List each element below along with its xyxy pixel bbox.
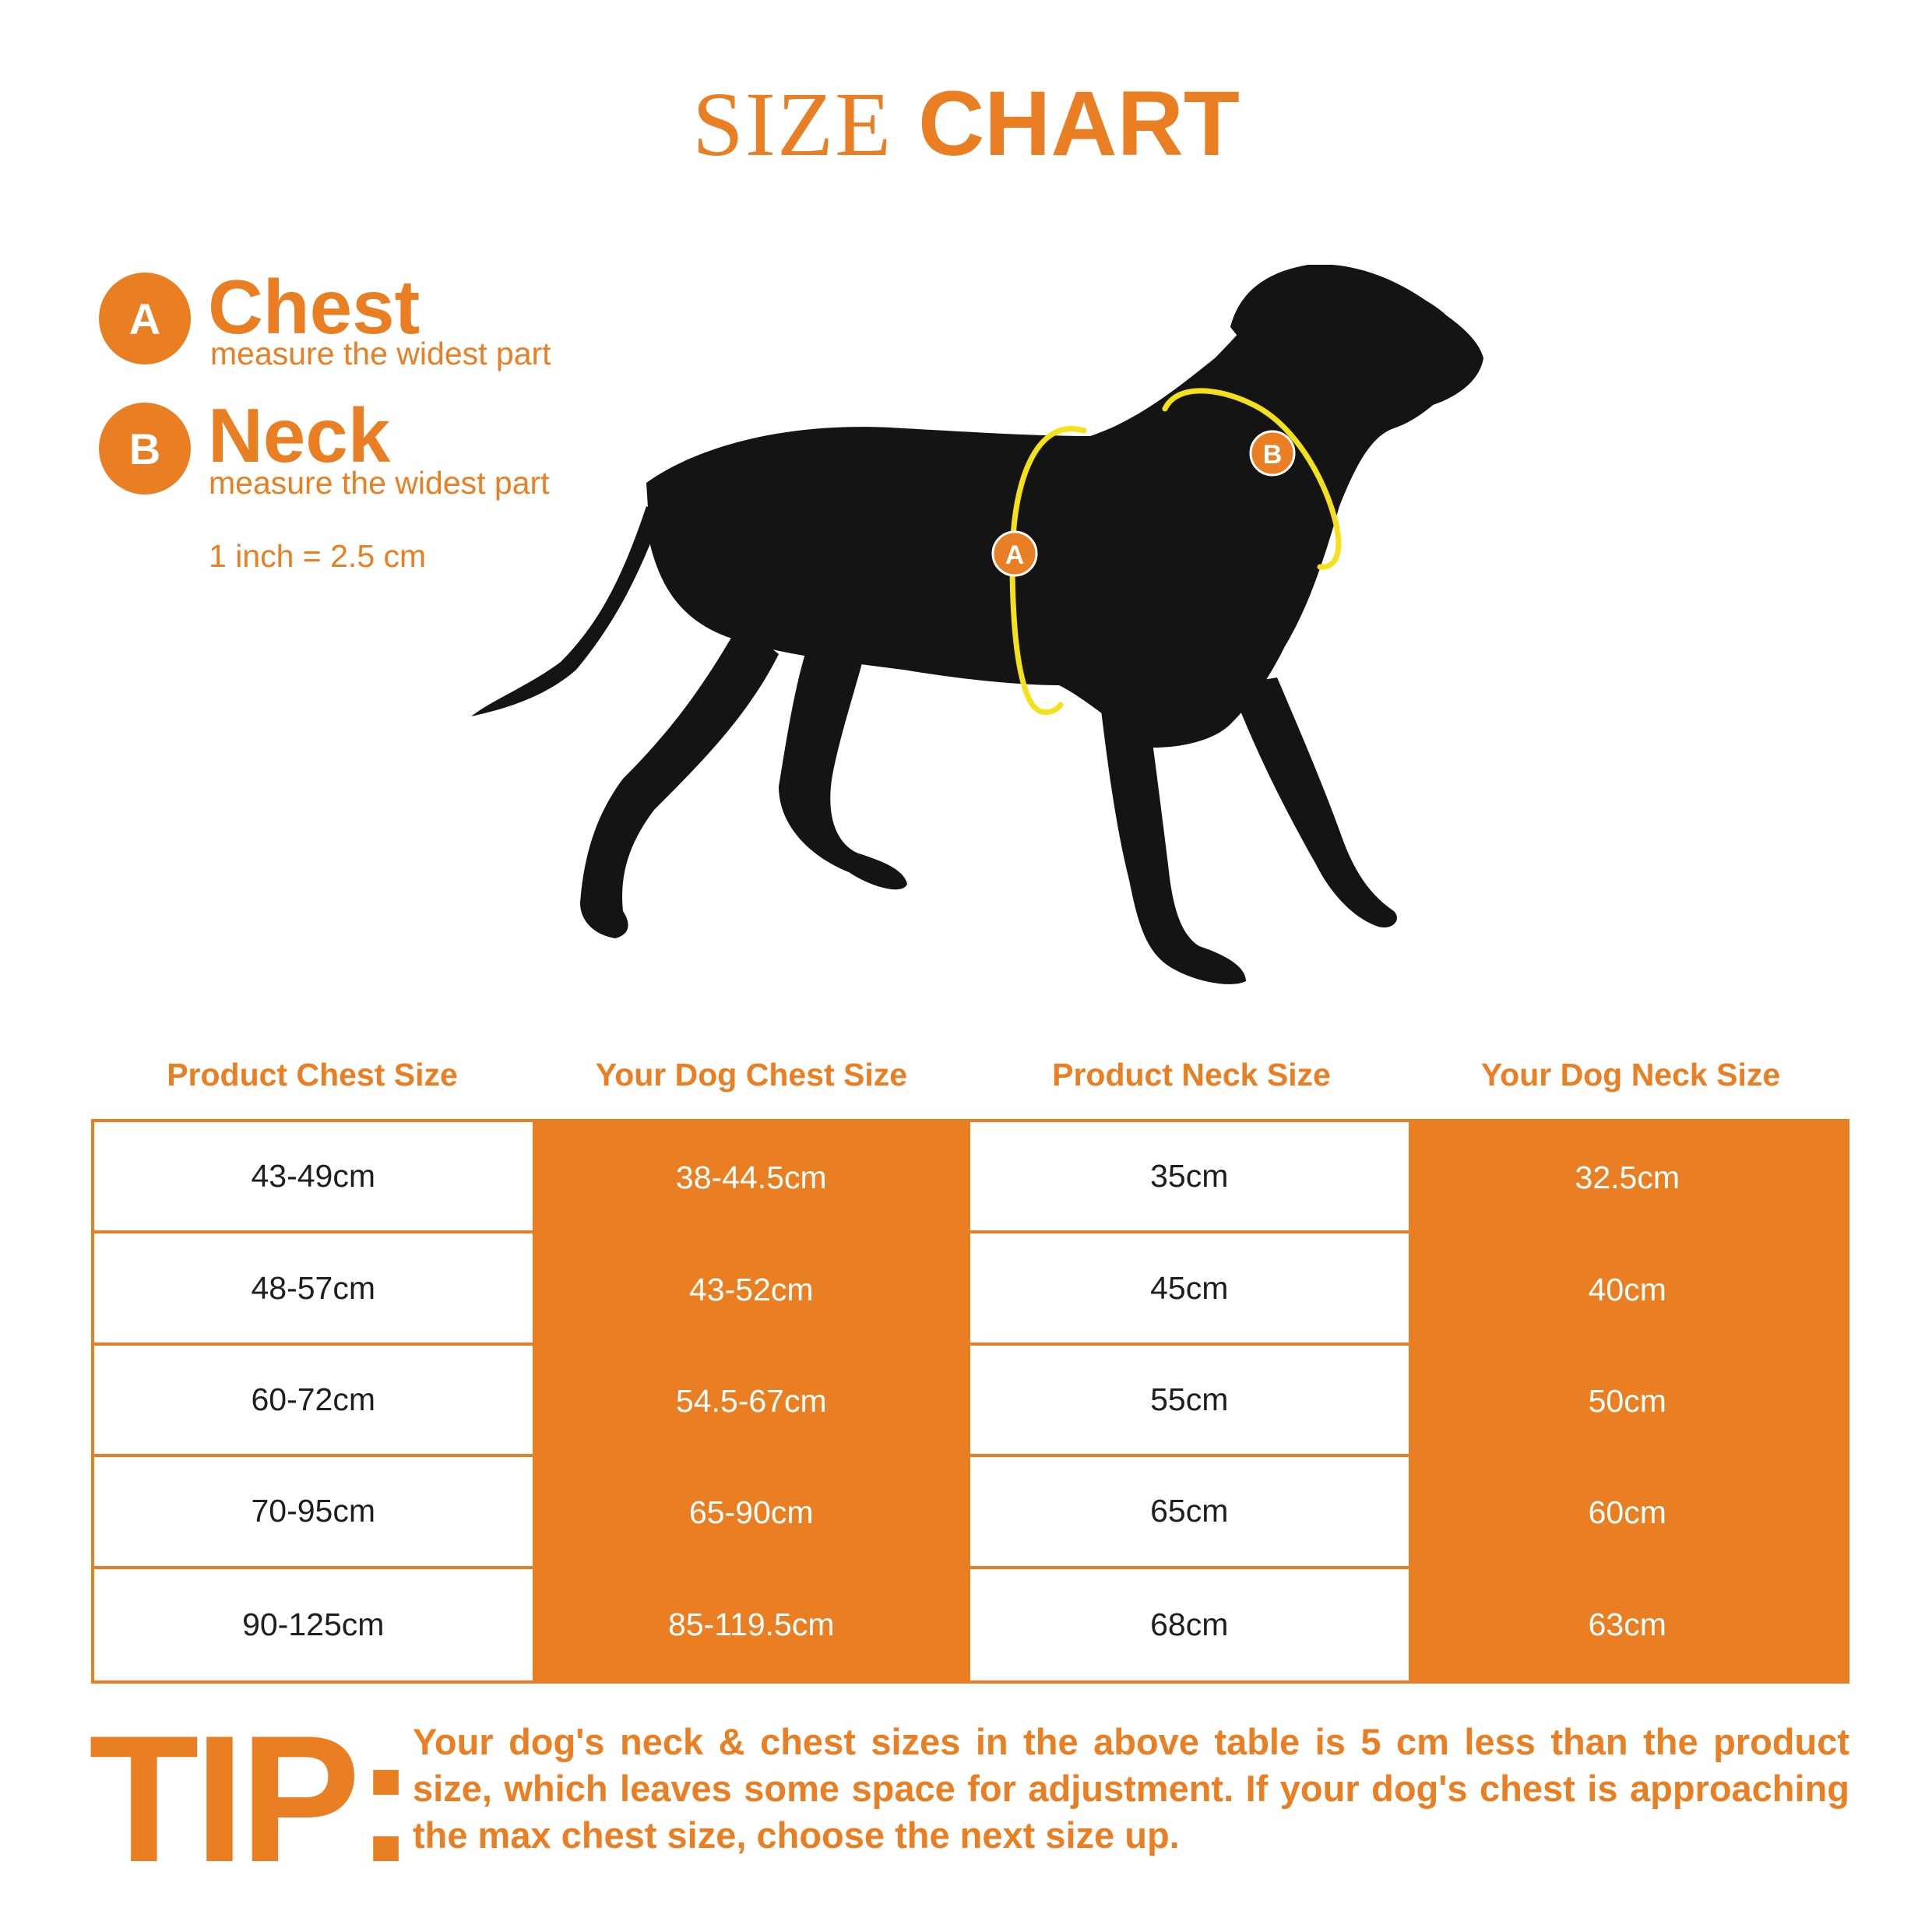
tip-text: Your dog's neck & chest sizes in the above table is 5 cm less than the product size, which leaves some space for adjustment. If your dog's chest is approaching the max chest size, choose the next size up. [413,1721,1849,1856]
header-product-neck: Product Neck Size [1052,1057,1331,1093]
header-dog-neck: Your Dog Neck Size [1480,1057,1781,1093]
title-size: SIZE [692,73,893,175]
title-chart: CHART [917,72,1240,175]
table-cell: 68cm [970,1569,1409,1680]
table-cell: 35cm [970,1122,1409,1233]
neck-description: measure the widest part [209,465,550,501]
neck-badge: B [99,403,191,494]
table-cell: 43-49cm [94,1122,533,1233]
header-product-chest: Product Chest Size [167,1057,458,1093]
table-cell: 63cm [1409,1569,1847,1680]
table-cell: 45cm [970,1233,1409,1345]
page-title [0,72,1932,175]
svg-text:A: A [1005,540,1025,570]
chest-badge: A [99,273,191,364]
table-cell: 40cm [1409,1233,1847,1345]
table-cell: 54.5-67cm [533,1346,971,1457]
table-cell: 90-125cm [94,1569,533,1680]
unit-conversion-note: 1 inch = 2.5 cm [209,538,427,574]
table-cell: 60-72cm [94,1346,533,1457]
table-cell: 55cm [970,1346,1409,1457]
header-dog-chest: Your Dog Chest Size [595,1057,908,1093]
table-cell: 38-44.5cm [533,1122,971,1233]
chest-label: Chest [208,264,421,350]
chest-description: measure the widest part [210,336,551,371]
table-cell: 65cm [970,1457,1409,1568]
svg-text:B: B [1262,440,1283,470]
table-cell: 48-57cm [94,1233,533,1345]
table-cell: 70-95cm [94,1457,533,1568]
dog-illustration [459,265,1503,1005]
table-cell: 65-90cm [533,1457,971,1568]
chest-marker [993,532,1036,575]
tip-label: TIP: [89,1698,412,1900]
table-cell: 85-119.5cm [533,1569,971,1680]
table-cell: 50cm [1409,1346,1847,1457]
neck-label: Neck [208,392,391,478]
size-table [91,1119,1849,1684]
table-cell: 32.5cm [1409,1122,1847,1233]
table-cell: 60cm [1409,1457,1847,1568]
dog-silhouette [471,265,1483,984]
neck-marker [1251,431,1294,475]
table-cell: 43-52cm [533,1233,971,1345]
